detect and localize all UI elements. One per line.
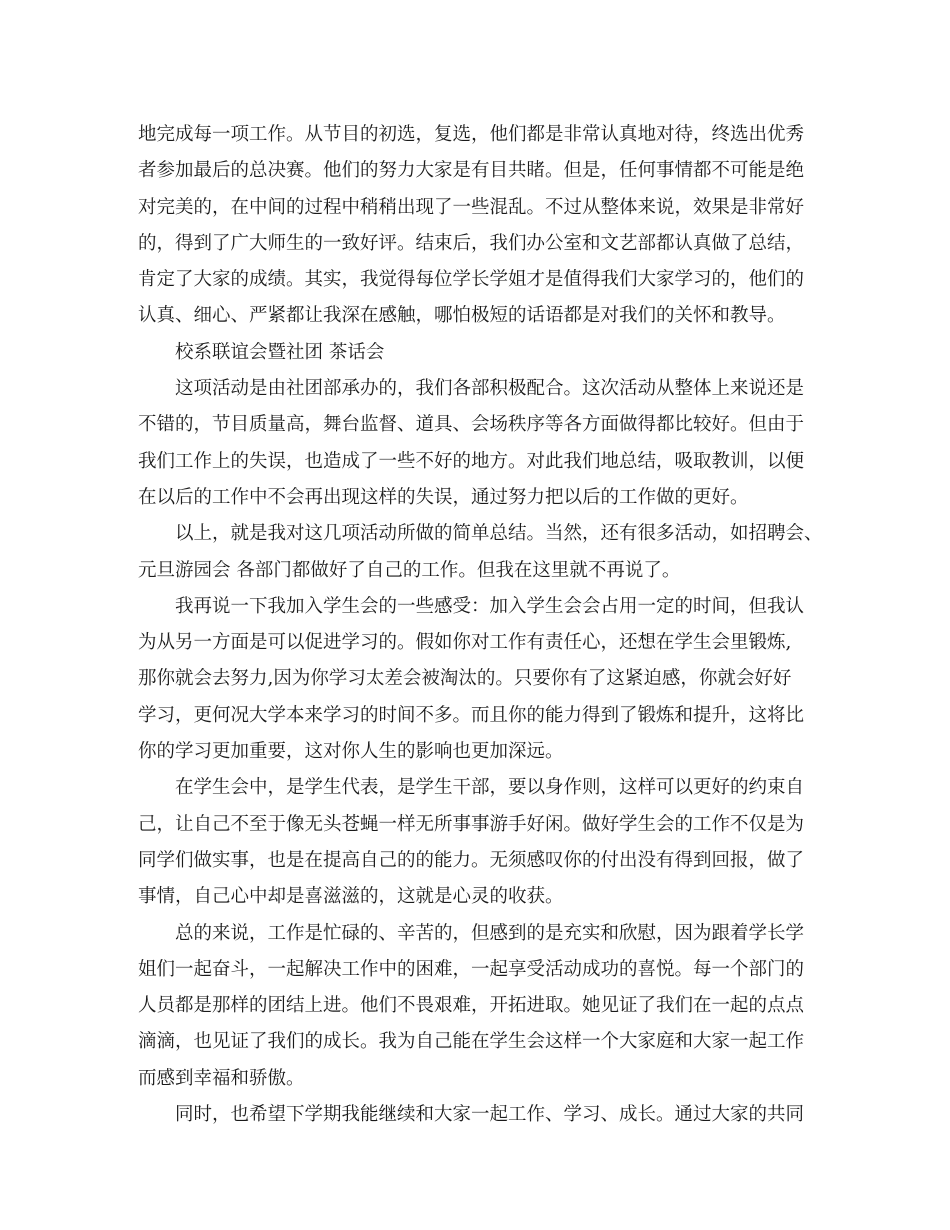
text-line: 总的来说，工作是忙碌的、辛苦的，但感到的是充实和欣慰，因为跟着学长学 — [175, 922, 805, 944]
text-line: 不错的，节目质量高，舞台监督、道具、会场秩序等各方面做得都比较好。但由于 — [138, 414, 805, 436]
text-line: 己，让自己不至于像无头苍蝇一样无所事事游手好闲。做好学生会的工作不仅是为 — [138, 813, 805, 835]
text-line: 地完成每一项工作。从节目的初选，复选，他们都是非常认真地对待，终选出优秀 — [138, 124, 805, 145]
text-line: 这项活动是由社团部承办的，我们各部积极配合。这次活动从整体上来说还是 — [175, 378, 805, 400]
text-line: 同时，也希望下学期我能继续和大家一起工作、学习、成长。通过大家的共同 — [175, 1104, 805, 1126]
text-line: 者参加最后的总决赛。他们的努力大家是有目共睹。但是，任何事情都不可能是绝 — [138, 160, 805, 182]
text-line: 而感到幸福和骄傲。 — [138, 1067, 305, 1089]
text-line: 肯定了大家的成绩。其实，我觉得每位学长学姐才是值得我们大家学习的，他们的 — [138, 269, 805, 291]
text-line: 对完美的，在中间的过程中稍稍出现了一些混乱。不过从整体来说，效果是非常好 — [138, 196, 805, 218]
text-line: 学习，更何况大学本来学习的时间不多。而且你的能力得到了锻炼和提升，这将比 — [138, 704, 805, 726]
text-line: 你的学习更加重要，这对你人生的影响也更加深远。 — [138, 741, 564, 763]
text-line: 那你就会去努力,因为你学习太差会被淘汰的。只要你有了这紧迫感，你就会好好 — [138, 668, 792, 690]
text-line: 滴滴，也见证了我们的成长。我为自己能在学生会这样一个大家庭和大家一起工作 — [138, 1031, 805, 1053]
text-line: 在学生会中，是学生代表，是学生干部，要以身作则，这样可以更好的约束自 — [175, 777, 805, 799]
text-line: 以上，就是我对这几项活动所做的简单总结。当然，还有很多活动，如招聘会、 — [175, 523, 823, 545]
text-line: 人员都是那样的团结上进。他们不畏艰难，开拓进取。她见证了我们在一起的点点 — [138, 995, 805, 1017]
text-line: 为从另一方面是可以促进学习的。假如你对工作有责任心，还想在学生会里锻炼, — [138, 632, 792, 654]
text-line: 事情，自己心中却是喜滋滋的，这就是心灵的收获。 — [138, 886, 564, 908]
text-line: 元旦游园会 各部门都做好了自己的工作。但我在这里就不再说了。 — [138, 559, 681, 581]
text-line: 同学们做实事，也是在提高自己的的能力。无须感叹你的付出没有得到回报，做了 — [138, 849, 805, 871]
text-line: 在以后的工作中不会再出现这样的失误，通过努力把以后的工作做的更好。 — [138, 486, 749, 508]
text-line: 姐们一起奋斗，一起解决工作中的困难，一起享受活动成功的喜悦。每一个部门的 — [138, 958, 805, 980]
text-line: 我们工作上的失误，也造成了一些不好的地方。对此我们地总结，吸取教训，以便 — [138, 450, 805, 472]
text-line: 我再说一下我加入学生会的一些感受：加入学生会会占用一定的时间，但我认 — [175, 595, 805, 617]
text-line: 校系联谊会暨社团 茶话会 — [175, 341, 385, 363]
text-line: 的，得到了广大师生的一致好评。结束后，我们办公室和文艺部都认真做了总结， — [138, 232, 805, 254]
body-text — [138, 117, 828, 1133]
text-line: 认真、细心、严紧都让我深在感触，哪怕极短的话语都是对我们的关怀和教导。 — [138, 305, 786, 327]
